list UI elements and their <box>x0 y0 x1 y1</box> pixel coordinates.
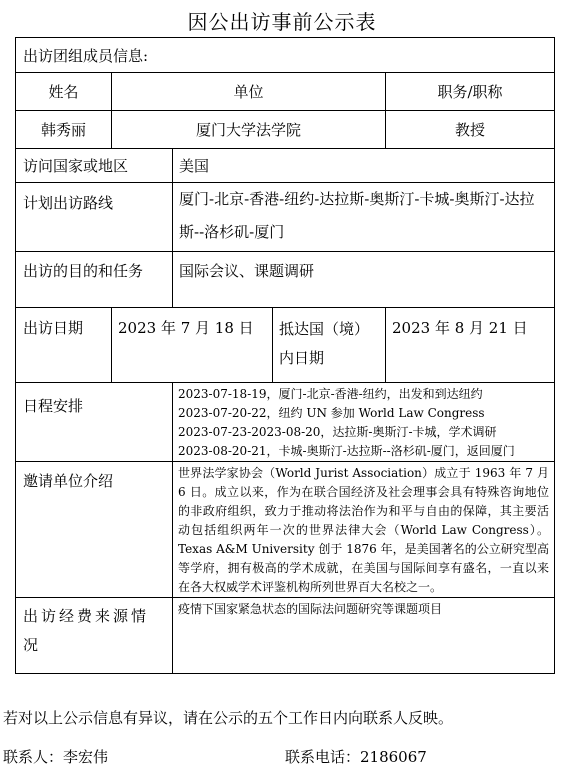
invite-value: 世界法学家协会（World Jurist Association）成立于 1963 年 7 月 6 日。成立以来，作为在联合国经济及社会理事会具有特殊咨询地位的非政府组织，致力于推动将法治作为和平与自由的保障，其主要活动包括组织两年一次的世界法律大会（World Law Congress）。Texas A&M University 创于 1876 年，是美国著名的公立研究型高等学府，拥有极高的学术成就，在美国与国际间享有盛名，一直以来在各大权威学术评鉴机构所列世界百大名校之一。 <box>173 462 555 598</box>
funding-value: 疫情下国家紧急状态的国际法问题研究等课题项目 <box>173 598 555 674</box>
schedule-list <box>173 383 555 462</box>
arrive-label: 抵达国（境）内日期 <box>273 308 386 383</box>
schedule-item: 2023-07-18-19，厦门-北京-香港-纽约，出发和到达纽约 <box>178 387 483 401</box>
arrive-value: 2023 年 8 月 21 日 <box>386 308 555 383</box>
country-value: 美国 <box>173 149 555 183</box>
route-value: 厦门-北京-香港-纽约-达拉斯-奥斯汀-卡城-奥斯汀-达拉斯--洛杉矶-厦门 <box>173 183 555 252</box>
invite-label: 邀请单位介绍 <box>16 462 173 598</box>
page-title: 因公出访事前公示表 <box>187 10 377 34</box>
purpose-value: 国际会议、课题调研 <box>173 252 555 308</box>
col-name-header: 姓名 <box>16 73 112 111</box>
schedule-item: 2023-08-20-21，卡城-奥斯汀-达拉斯--洛杉矶-厦门，返回厦门 <box>178 444 515 458</box>
country-label: 访问国家或地区 <box>16 149 173 183</box>
purpose-label: 出访的目的和任务 <box>16 252 173 308</box>
members-header: 出访团组成员信息: <box>16 38 555 73</box>
member-name: 韩秀丽 <box>16 111 112 149</box>
contact-person: 联系人：李宏伟 <box>3 748 109 766</box>
funding-label: 出访经费来源情况 <box>16 598 173 674</box>
col-title-header: 职务/职称 <box>386 73 555 111</box>
date-value: 2023 年 7 月 18 日 <box>112 308 273 383</box>
member-unit: 厦门大学法学院 <box>112 111 386 149</box>
route-label: 计划出访路线 <box>16 183 173 252</box>
schedule-item: 2023-07-20-22，纽约 UN 参加 World Law Congress <box>178 406 485 420</box>
notice-text: 若对以上公示信息有异议，请在公示的五个工作日内向联系人反映。 <box>3 709 454 727</box>
member-title: 教授 <box>386 111 555 149</box>
disclosure-table <box>15 37 555 674</box>
schedule-label: 日程安排 <box>16 383 173 462</box>
col-unit-header: 单位 <box>112 73 386 111</box>
schedule-item: 2023-07-23-2023-08-20，达拉斯-奥斯汀-卡城，学术调研 <box>178 425 497 439</box>
contact-phone: 联系电话：2186067 <box>285 748 427 766</box>
date-label: 出访日期 <box>16 308 112 383</box>
